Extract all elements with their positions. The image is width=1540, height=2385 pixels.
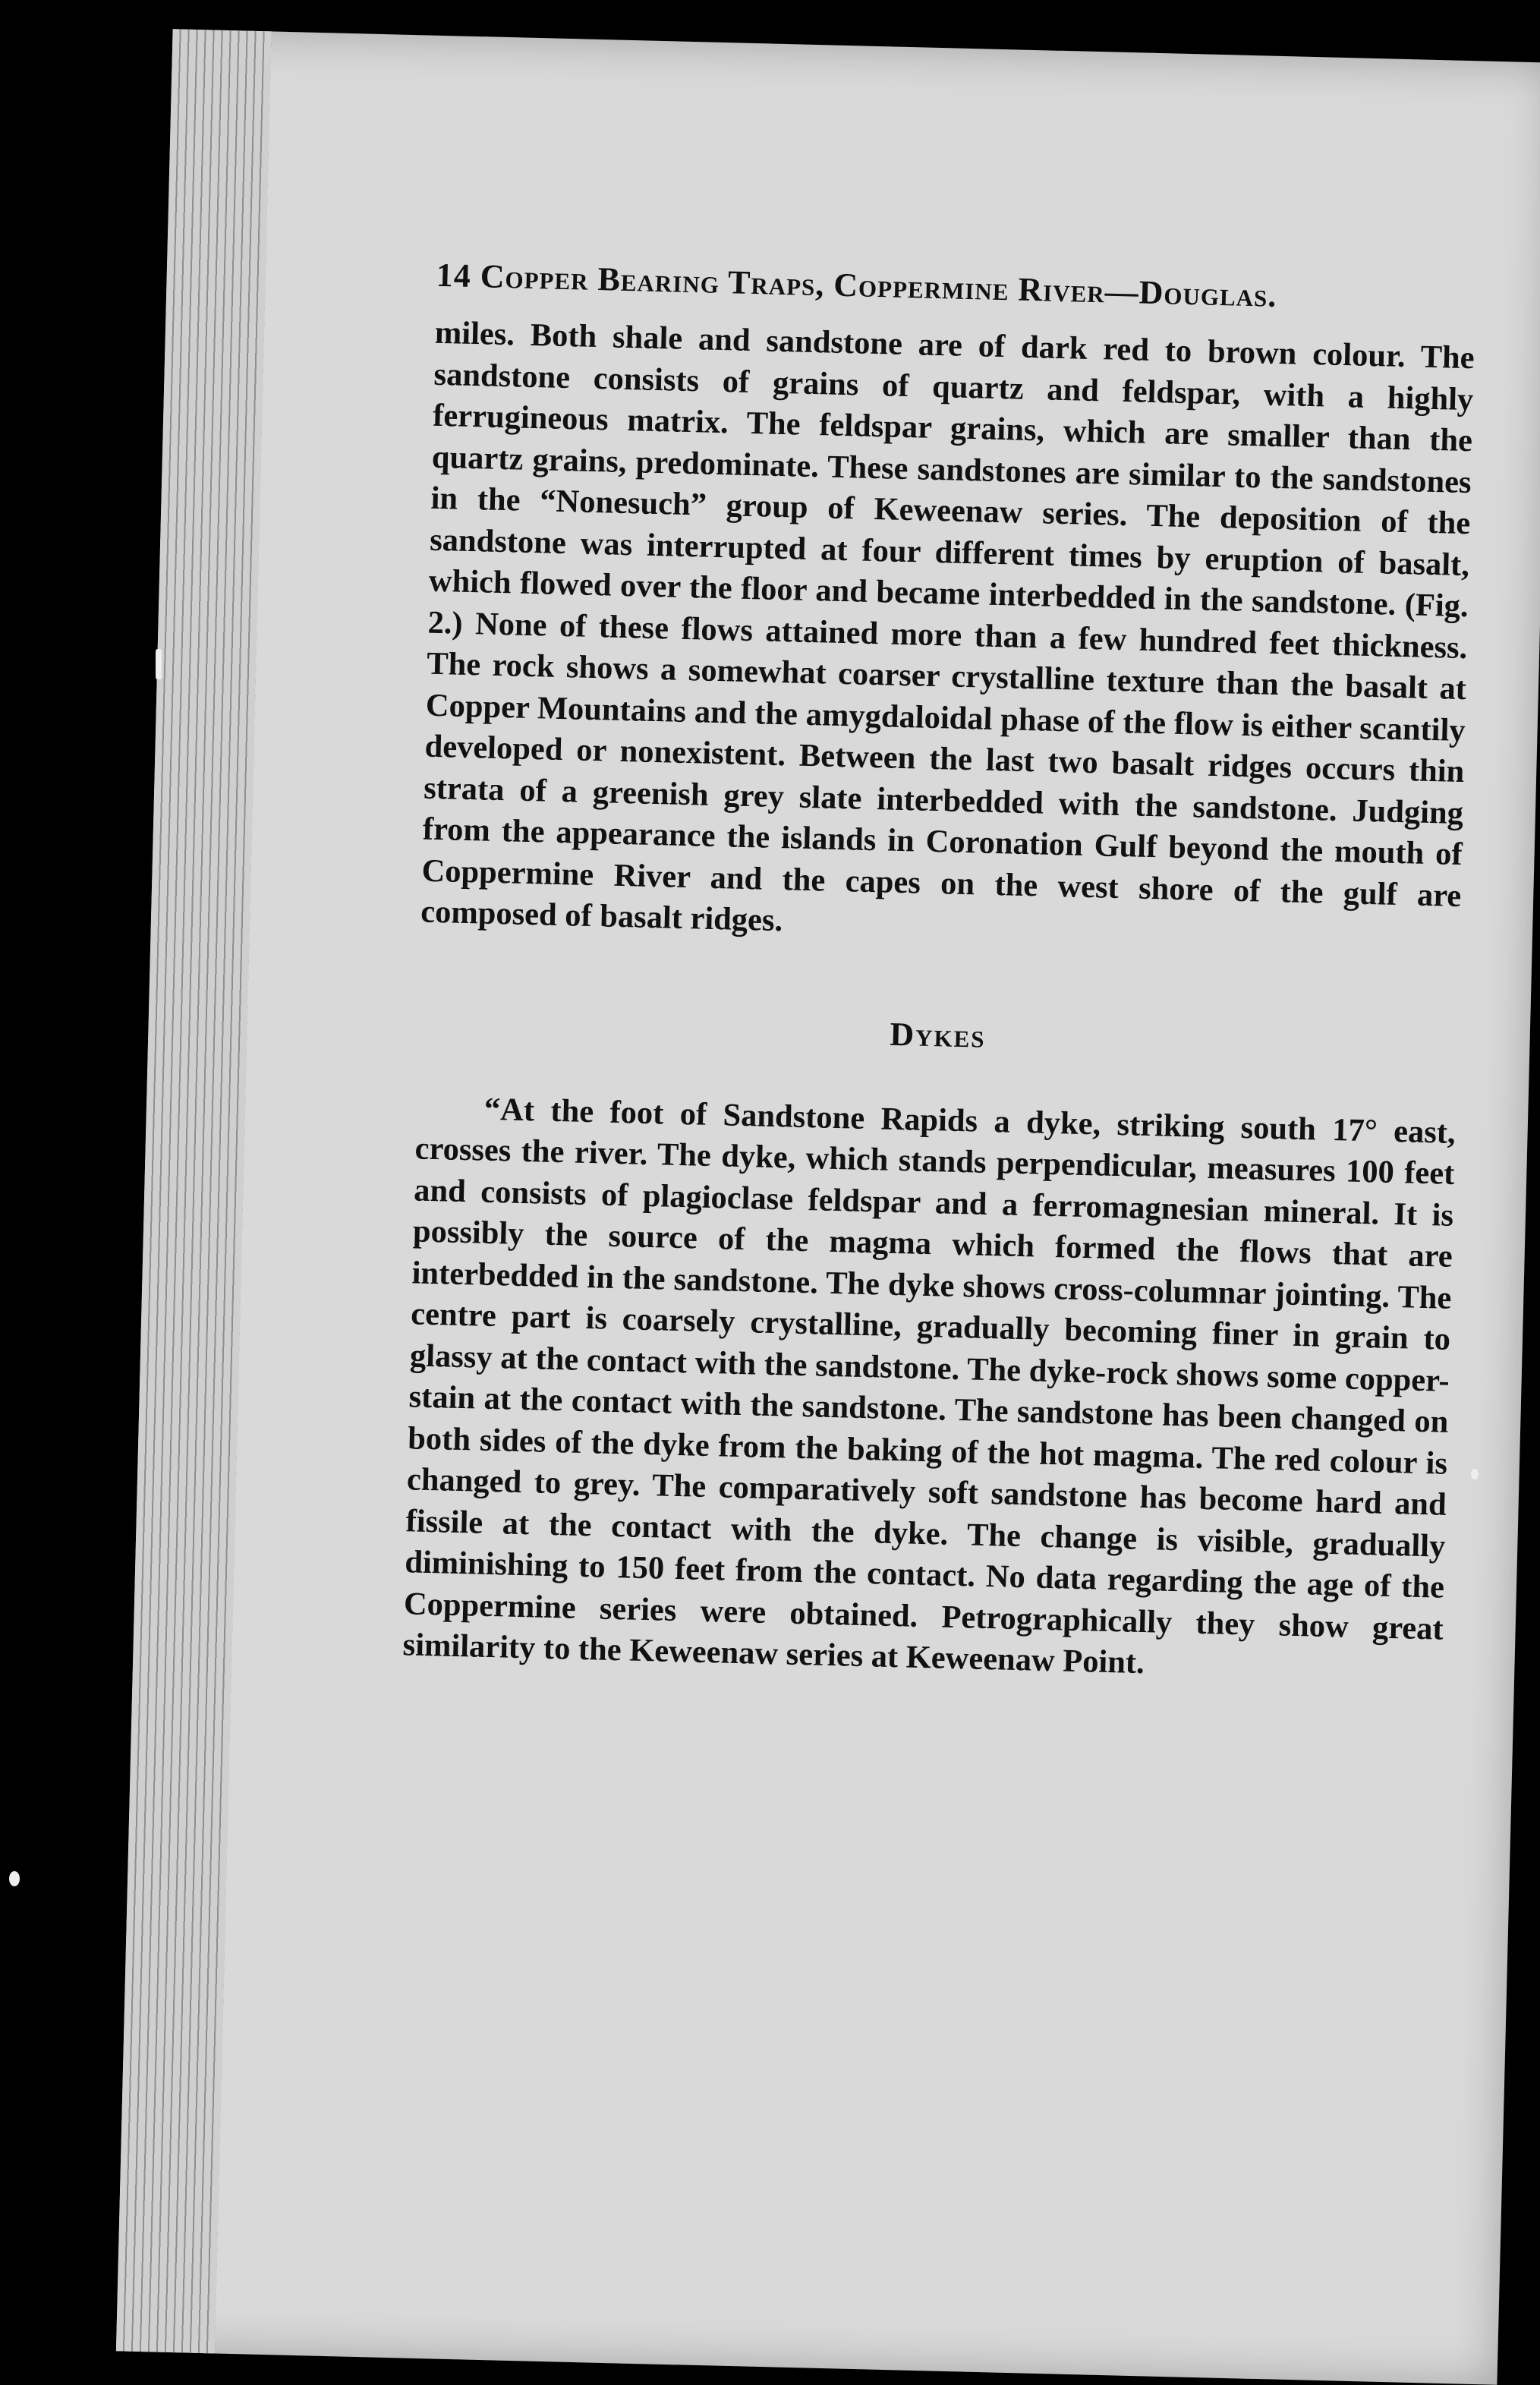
dust-speck bbox=[1471, 1469, 1479, 1479]
dust-speck bbox=[9, 1871, 20, 1886]
body-paragraph-1: miles. Both shale and sandstone are of dark red to brown colour. The sandstone consists of grains of quartz and feldspar, with a highly ferrugineous matrix. The feldspar grains, which are smaller than the quartz grains, predominate. These sandstones are similar to the sandstones in the “Nonesuch” group of Keweenaw series. The deposition of the sandstone was interrupted at four different times by eruption of basalt, which flowed over the floor and became interbedded in the sandstone. (Fig. 2.) None of these flows attained more than a few hundred feet thickness. The rock shows a somewhat coarser crystalline texture than the basalt at Copper Mountains and the amygdaloidal phase of the flow is either scantily developed or nonexistent. Between the last two basalt ridges occurs thin strata of a greenish grey slate interbedded with the sandstone. Judging from the appearance the islands in Coronation Gulf beyond the mouth of Coppermine River and the capes on the west shore of the gulf are composed of basalt ridges. bbox=[420, 314, 1475, 939]
dust-speck bbox=[156, 649, 162, 679]
body-paragraph-2: “At the foot of Sandstone Rapids a dyke, striking south 17° east, crosses the river. The dyke, which stands perpendicular, measures 100 feet and consists of plagioclase feldspar and a ferromagnesian mineral. It is possibly the source of the magma which formed the flows that are interbedded in the sandstone. The dyke shows cross-columnar jointing. The centre part is coarsely crystalline, gradually becoming finer in grain to glassy at the contact with the sandstone. The dyke-rock shows some copper-stain at the contact with the sandstone. The sandstone has been changed on both sides of the dyke from the baking of the hot magma. The red colour is changed to grey. The comparatively soft sandstone has become hard and fissile at the contact with the dyke. The change is visible, gradually diminishing to 150 feet from the contact. No data regarding the age of the Coppermine series were obtained. Petrographically they show great similarity to the Keweenaw series at Keweenaw Point. bbox=[402, 1091, 1457, 1681]
page-content bbox=[402, 256, 1476, 1691]
book-page bbox=[116, 29, 1540, 2385]
section-heading: Dykes bbox=[889, 1015, 987, 1055]
page-edges bbox=[116, 29, 272, 2353]
running-head: 14 Copper Bearing Traps, Coppermine River—Douglas. bbox=[436, 256, 1277, 314]
